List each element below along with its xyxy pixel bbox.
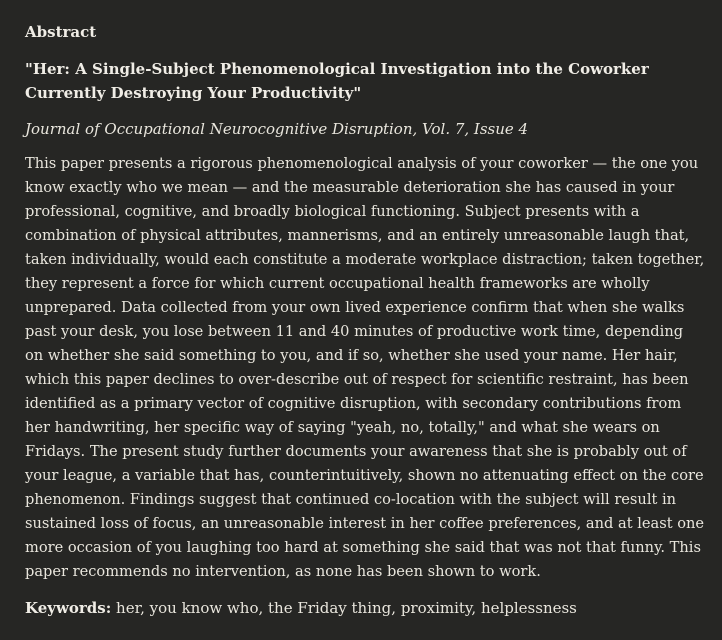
section-heading: Abstract bbox=[25, 23, 97, 41]
keywords-value: her, you know who, the Friday thing, proximity, helplessness bbox=[116, 599, 577, 617]
journal-citation: Journal of Occupational Neurocognitive Disruption, Vol. 7, Issue 4 bbox=[25, 120, 529, 138]
keywords-line bbox=[25, 597, 702, 619]
keywords-label: Keywords: bbox=[25, 599, 112, 617]
abstract-text: This paper presents a rigorous phenomenological analysis of your coworker — the one you know exactly who we mean — and the measurable deterioration she has caused in your professional, cognitive, and broadly biological functioning. Subject presents with a combination of physical attributes, mannerisms, and an entirely unreasonable laugh that, taken individually, would each constitute a moderate workplace distraction; taken together, they represent a force for which current occupational health frameworks are wholly unprepared. Data collected from your own lived experience confirm that when she walks past your desk, you lose between 11 and 40 minutes of productive work time, depending on whether she said something to you, and if so, whether she used your name. Her hair, which this paper declines to over-describe out of respect for scientific restraint, has been identified as a primary vector of cognitive disruption, with secondary contributions from her handwriting, her specific way of saying "yeah, no, totally," and what she wears on Fridays. The present study further documents your awareness that she is probably out of your league, a variable that has, counterintuitively, shown no attenuating effect on the core phenomenon. Findings suggest that continued co-location with the subject will result in sustained loss of focus, an unreasonable interest in her coffee preferences, and at least one more occasion of you laughing too hard at something she said that was not that funny. This paper recommends no intervention, as none has been shown to work. bbox=[25, 155, 705, 580]
paper-title: "Her: A Single-Subject Phenomenological Investigation into the Coworker Currently Destroying Your Productivity" bbox=[25, 60, 649, 102]
